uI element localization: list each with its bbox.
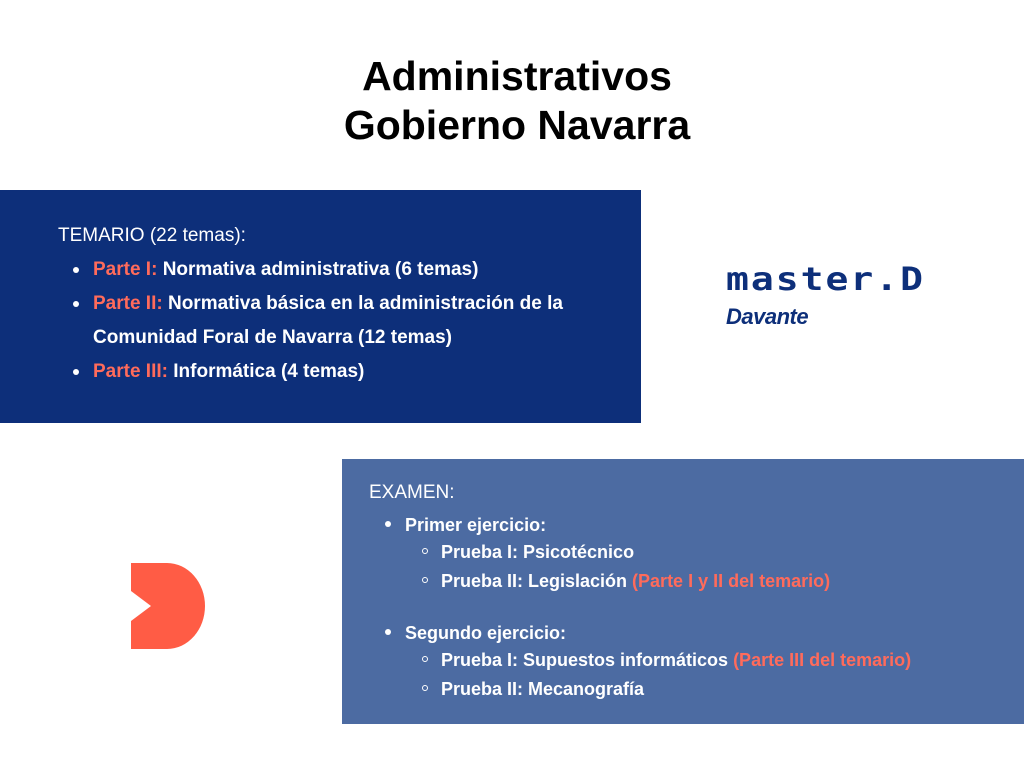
masterd-logo (726, 262, 925, 330)
logo-sub: Davante (726, 304, 809, 329)
list-item (93, 355, 613, 389)
ejercicio-label: Primer ejercicio: (405, 515, 547, 535)
prueba-note: (Parte I y II del temario) (627, 571, 831, 591)
list-item (441, 675, 911, 704)
prueba-list (405, 646, 911, 704)
ejercicio-label: Segundo ejercicio: (405, 623, 567, 643)
bullet-icon (73, 301, 79, 307)
parte-label: Parte II: (93, 293, 163, 314)
examen-heading: EXAMEN: (369, 482, 455, 503)
parte-label: Parte III: (93, 361, 168, 382)
parte-text: Informática (4 temas) (167, 361, 365, 382)
temario-list (93, 253, 613, 389)
prueba-text: Prueba II: Mecanografía (441, 679, 645, 699)
parte-label: Parte I: (93, 259, 158, 280)
parte-text: Normativa básica en la administración de la Comunidad Foral de Navarra (12 temas) (93, 293, 563, 348)
list-item (93, 287, 613, 355)
ejercicio-list-2 (405, 620, 911, 704)
title-line-1: Administrativos (362, 53, 672, 99)
temario-heading: TEMARIO (22 temas): (58, 225, 246, 246)
circle-bullet-icon (422, 577, 428, 583)
circle-bullet-icon (422, 656, 428, 662)
list-item (405, 620, 911, 704)
list-item (93, 253, 613, 287)
page-title (0, 52, 1024, 150)
circle-bullet-icon (422, 548, 428, 554)
ejercicio-list-1 (405, 512, 830, 596)
bullet-icon (73, 267, 79, 273)
list-item (405, 512, 830, 596)
davante-d-icon (131, 563, 209, 649)
title-line-2: Gobierno Navarra (343, 102, 691, 148)
bullet-icon (73, 369, 79, 375)
bullet-icon (385, 521, 391, 527)
prueba-text: Prueba I: Psicotécnico (441, 542, 635, 562)
prueba-note: (Parte III del temario) (733, 650, 912, 670)
prueba-text: Prueba I: Supuestos informáticos (441, 650, 734, 670)
logo-brand: master.D (726, 260, 926, 298)
prueba-text: Prueba II: Legislación (441, 571, 628, 591)
bullet-icon (385, 629, 391, 635)
list-item (441, 567, 830, 596)
list-item (441, 646, 911, 675)
circle-bullet-icon (422, 685, 428, 691)
list-item (441, 538, 830, 567)
prueba-list (405, 538, 830, 596)
parte-text: Normativa administrativa (6 temas) (157, 259, 479, 280)
